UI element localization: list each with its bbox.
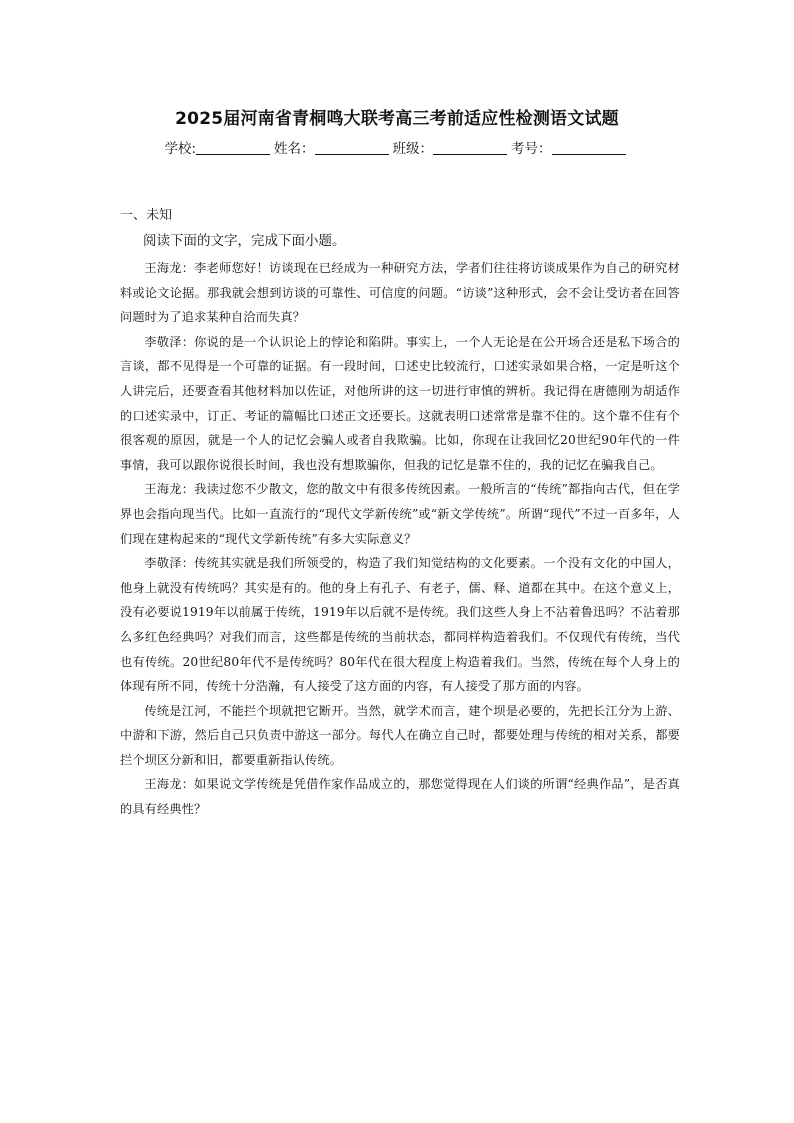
- passage-paragraph: 传统是江河，不能拦个坝就把它断开。当然，就学术而言，建个坝是必要的，先把长江分为上游、中游和下游，然后自己只负责中游这一部分。每代人在确立自己时，都要处理与传统的相对关系，都要拦个坝区分新和旧，都要重新指认传统。: [120, 703, 680, 767]
- document-title: 2025届河南省青桐鸣大联考高三考前适应性检测语文试题: [175, 109, 619, 129]
- class-label: 班级：: [392, 141, 434, 157]
- number-blank[interactable]: [552, 141, 626, 155]
- passage-text: [120, 256, 680, 822]
- section-heading: 一、未知: [120, 208, 173, 223]
- passage-paragraph: 李敬泽：传统其实就是我们所领受的，构造了我们知觉结构的文化要素。一个没有文化的中国人，他身上就没有传统吗？其实是有的。他的身上有孔子、有老子，儒、释、道都在其中。在这个意义上，没有必要说1919年以前属于传统，1919年以后就不是传统。我们这些人身上不沾着鲁迅吗？不沾着那么多红色经典吗？对我们而言，这些都是传统的当前状态，都同样构造着我们。不仅现代有传统，当代也有传统。20世纪80年代不是传统吗？80年代在很大程度上构造着我们。当然，传统在每个人身上的体现有所不同，传统十分浩瀚，有人接受了这方面的内容，有人接受了那方面的内容。: [120, 556, 680, 694]
- school-label: 学校:: [164, 141, 197, 157]
- number-label: 考号：: [511, 141, 552, 157]
- name-label: 姓名：: [274, 141, 315, 157]
- passage-paragraph: 王海龙：如果说文学传统是凭借作家作品成立的，那您觉得现在人们谈的所谓“经典作品”，是否真的具有经典性？: [120, 777, 680, 817]
- passage-paragraph: 王海龙：我读过您不少散文，您的散文中有很多传统因素。一般所言的“传统”都指向古代，但在学界也会指向现当代。比如一直流行的“现代文学新传统”或“新文学传统”。所谓“现代”不过一百多年，人们现在建构起来的“现代文学新传统”有多大实际意义？: [120, 482, 680, 546]
- school-blank[interactable]: [196, 141, 270, 155]
- student-info-line: [0, 137, 794, 157]
- passage-paragraph: 李敬泽：你说的是一个认识论上的悖论和陷阱。事实上，一个人无论是在公开场合还是私下场合的言谈，都不见得是一个可靠的证据。有一段时间，口述史比较流行，口述实录如果合格，一定是听这个人讲完后，还要查看其他材料加以佐证，对他所讲的这一切进行审慎的辨析。我记得在唐德刚为胡适作的口述实录中，订正、考证的篇幅比口述正文还要长。这就表明口述常常是靠不住的。这个靠不住有个很客观的原因，就是一个人的记忆会骗人或者自我欺骗。比如，你现在让我回忆20世纪90年代的一件事情，我可以跟你说很长时间，我也没有想欺骗你，但我的记忆是靠不住的，我的记忆在骗我自己。: [120, 334, 680, 472]
- passage-paragraph: 王海龙：李老师您好！访谈现在已经成为一种研究方法，学者们往往将访谈成果作为自己的研究材料或论文论据。那我就会想到访谈的可靠性、可信度的问题。“访谈”这种形式，会不会让受访者在回答问题时为了追求某种自洽而失真？: [120, 261, 680, 325]
- name-blank[interactable]: [315, 141, 389, 155]
- reading-instruction: 阅读下面的文字，完成下面小题。: [143, 233, 346, 249]
- class-blank[interactable]: [433, 141, 507, 155]
